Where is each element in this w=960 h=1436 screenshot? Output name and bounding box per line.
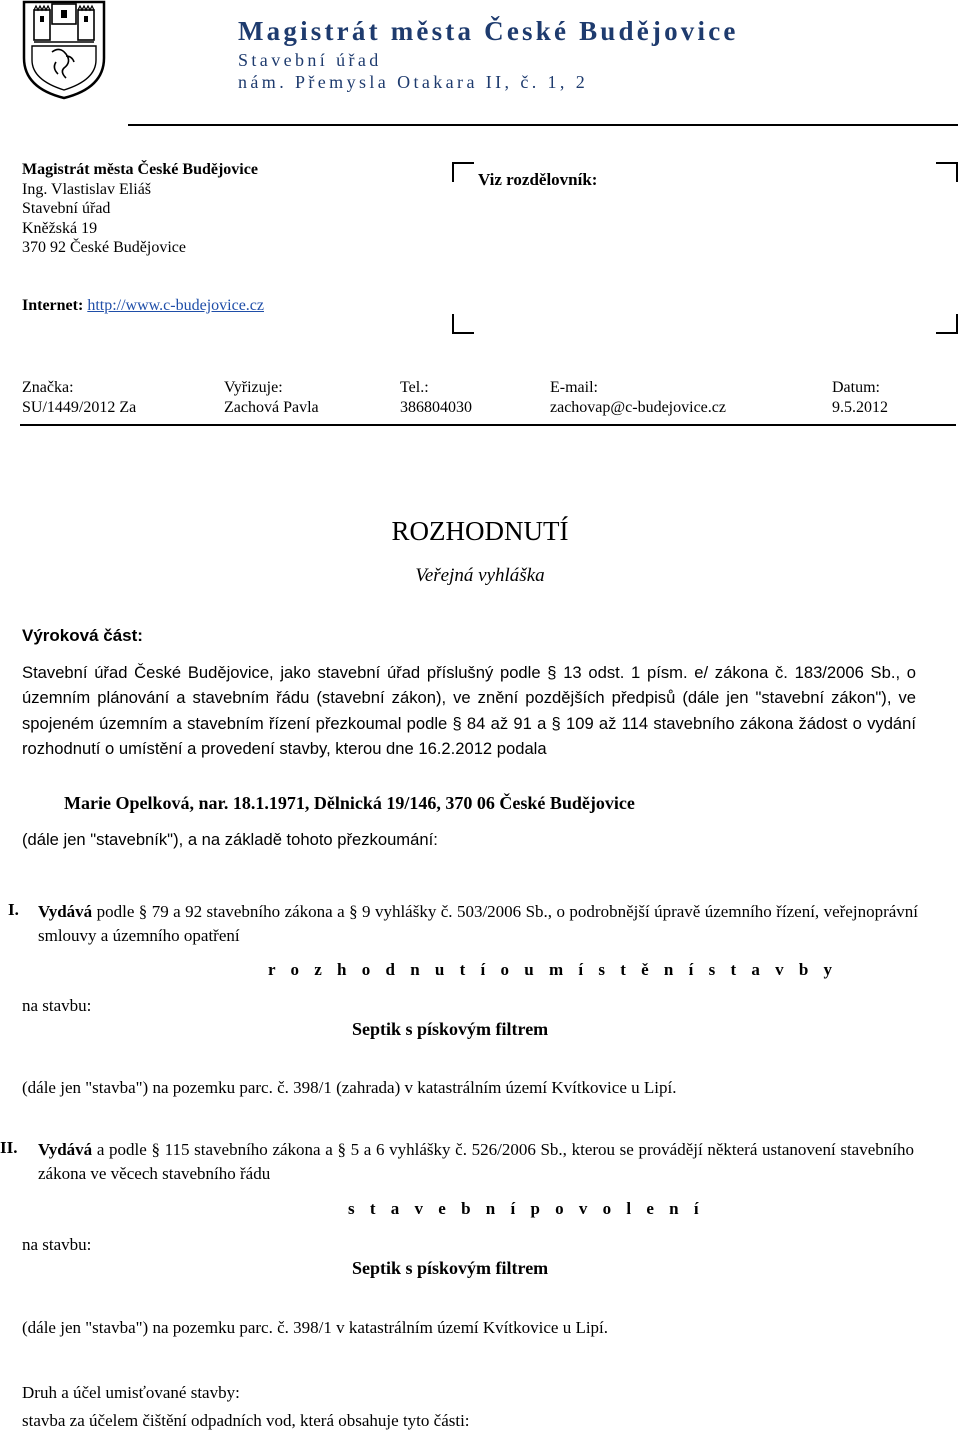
section-1-parcel: (dále jen "stavba") na pozemku parc. č. 398/1 (zahrada) v katastrálním území Kvítkovice u Lipí. <box>22 1078 677 1097</box>
section-1-building-name: Septik s pískovým filtrem <box>352 1019 549 1039</box>
recipient-label: Viz rozdělovník: <box>478 170 598 189</box>
internet-label: Internet: <box>22 297 84 314</box>
applicant-line: Marie Opelková, nar. 18.1.1971, Dělnická 19/146, 370 06 České Budějovice <box>64 793 635 813</box>
meta-divider <box>20 424 956 426</box>
section-2-text <box>38 1138 914 1186</box>
address-window-corner <box>452 162 474 182</box>
section-2-na-stavbu: na stavbu: <box>22 1235 92 1254</box>
meta-datum <box>832 378 888 418</box>
section-1-text <box>38 900 918 948</box>
section-2-number: II. <box>0 1138 18 1157</box>
public-notice-subtitle: Veřejná vyhláška <box>415 565 545 586</box>
section-1-heading: r o z h o d n u t í o u m í s t ě n í s t a v b y <box>268 960 838 979</box>
sender-line: Magistrát města České Budějovice <box>22 161 258 178</box>
decision-title: ROZHODNUTÍ <box>391 516 569 546</box>
sender-line: Ing. Vlastislav Eliáš <box>22 180 152 198</box>
address-window-corner <box>936 162 958 182</box>
email-value: zachovap@c-budejovice.cz <box>550 399 726 416</box>
vyrizuje-value: Zachová Pavla <box>224 399 319 416</box>
tel-label: Tel.: <box>400 379 429 396</box>
sender-line: Stavební úřad <box>22 200 111 218</box>
section-1-number: I. <box>8 900 19 919</box>
datum-label: Datum: <box>832 379 880 396</box>
header-title: Magistrát města České Budějovice <box>238 16 739 46</box>
section-2-parcel: (dále jen "stavba") na pozemku parc. č. 398/1 v katastrálním území Kvítkovice u Lipí. <box>22 1318 609 1337</box>
meta-vyrizuje <box>224 378 319 418</box>
section-2-building-name: Septik s pískovým filtrem <box>352 1258 549 1278</box>
znacka-label: Značka: <box>22 379 74 396</box>
city-coat-of-arms-logo <box>22 0 106 100</box>
operative-part-heading: Výroková část: <box>22 626 143 645</box>
website-link[interactable]: http://www.c-budejovice.cz <box>87 297 264 314</box>
vyrizuje-label: Vyřizuje: <box>224 379 283 396</box>
section-1-body: podle § 79 a 92 stavebního zákona a § 9 vyhlášky č. 503/2006 Sb., o podrobnější úpravě územního řízení, veřejnoprávní smlouvy a územního opatření <box>38 902 918 945</box>
znacka-value: SU/1449/2012 Za <box>22 399 137 416</box>
building-type-text: stavba za účelem čištění odpadních vod, která obsahuje tyto části: <box>22 1411 470 1430</box>
sender-line: Kněžská 19 <box>22 219 98 237</box>
meta-email <box>550 378 726 418</box>
building-type-heading: Druh a účel umisťované stavby: <box>22 1383 240 1402</box>
section-1-verb: Vydává <box>38 902 93 921</box>
section-2-heading: s t a v e b n í p o v o l e n í <box>348 1199 705 1218</box>
tel-value: 386804030 <box>400 399 472 416</box>
section-1-na-stavbu: na stavbu: <box>22 996 92 1015</box>
sender-line: 370 92 České Budějovice <box>22 239 186 257</box>
datum-value: 9.5.2012 <box>832 399 888 416</box>
address-window-corner <box>452 314 474 334</box>
section-2-body: a podle § 115 stavebního zákona a § 5 a 6 vyhlášky č. 526/2006 Sb., kterou se provádějí některá ustanovení stavebního zákona ve věcech stavebního řádu <box>38 1140 914 1183</box>
intro-paragraph: Stavební úřad České Budějovice, jako stavební úřad příslušný podle § 13 odst. 1 písm. e/ zákona č. 183/2006 Sb., o územním plánování a stavebním řádu (stavební zákon), ve znění pozdějších předpisů (dále jen "stavební zákon"), ve spojeném územním a stavebním řízení přezkoumal podle § 84 až 91 a § 109 až 114 stavebního zákona žádost o vydání rozhodnutí o umístění a provedení stavby, kterou dne 16.2.2012 podala <box>22 663 916 759</box>
header-divider <box>128 124 958 126</box>
header-subtitle: Stavební úřad <box>238 50 382 70</box>
section-2-verb: Vydává <box>38 1140 93 1159</box>
header-address: nám. Přemysla Otakara II, č. 1, 2 <box>238 72 589 92</box>
internet-line <box>22 297 264 315</box>
email-label: E-mail: <box>550 379 598 396</box>
meta-znacka <box>22 378 136 418</box>
meta-tel <box>400 378 472 418</box>
address-window-corner <box>936 314 958 334</box>
sender-address-block <box>22 160 258 258</box>
after-applicant-text: (dále jen "stavebník"), a na základě tohoto přezkoumání: <box>22 830 438 849</box>
